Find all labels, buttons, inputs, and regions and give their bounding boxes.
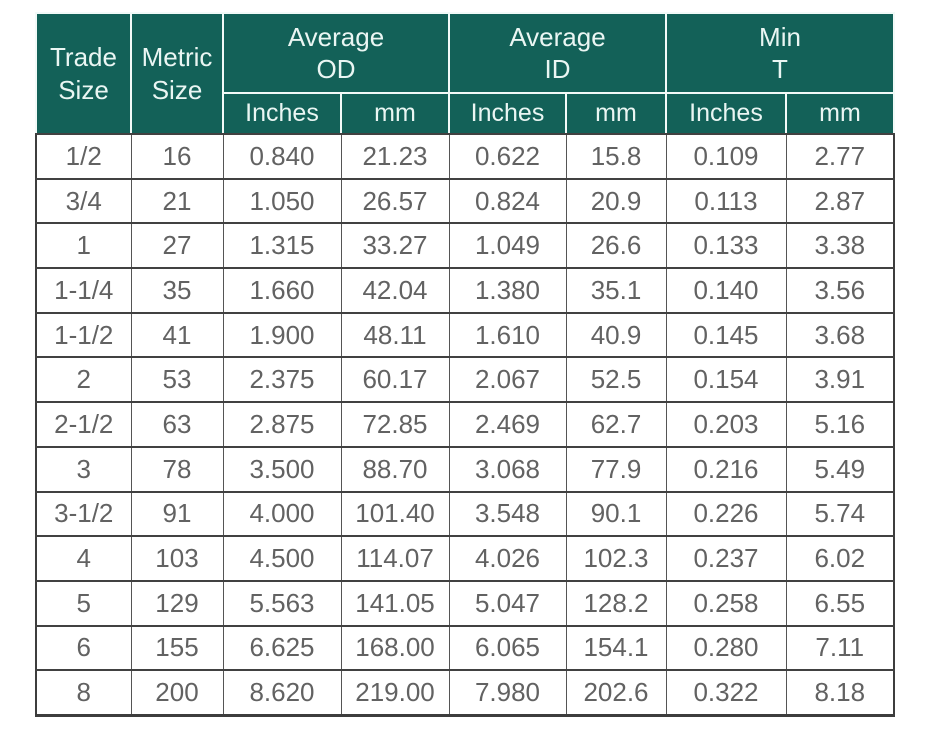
cell-id-inches: 3.548 <box>449 492 566 537</box>
cell-od-mm: 60.17 <box>341 357 449 402</box>
header-label-line: Size <box>58 74 109 105</box>
cell-id-mm: 40.9 <box>566 313 666 358</box>
cell-metric-size: 27 <box>131 223 223 268</box>
table-row <box>36 179 894 224</box>
cell-id-inches: 0.824 <box>449 179 566 224</box>
header-label-line: Size <box>151 74 203 105</box>
cell-trade-size: 4 <box>36 536 131 581</box>
cell-od-mm: 26.57 <box>341 179 449 224</box>
cell-min-t-mm: 3.91 <box>786 357 894 402</box>
cell-min-t-mm: 7.11 <box>786 626 894 671</box>
col-group-average-od <box>223 13 449 93</box>
dimensions-table <box>35 12 895 717</box>
col-header-t-mm: mm <box>786 93 894 134</box>
cell-min-t-mm: 2.77 <box>786 134 894 179</box>
header-label-line: ID <box>544 54 571 84</box>
cell-od-inches: 2.875 <box>223 402 341 447</box>
cell-id-inches: 5.047 <box>449 581 566 626</box>
table-row <box>36 402 894 447</box>
cell-min-t-mm: 6.55 <box>786 581 894 626</box>
cell-min-t-mm: 2.87 <box>786 179 894 224</box>
col-header-t-inches: Inches <box>666 93 786 134</box>
cell-metric-size: 63 <box>131 402 223 447</box>
cell-id-inches: 7.980 <box>449 670 566 715</box>
cell-od-inches: 3.500 <box>223 447 341 492</box>
table-body <box>36 134 894 715</box>
cell-id-mm: 15.8 <box>566 134 666 179</box>
cell-min-t-inches: 0.237 <box>666 536 786 581</box>
cell-trade-size: 3 <box>36 447 131 492</box>
table-row <box>36 223 894 268</box>
header-label-line: Average <box>287 21 385 52</box>
cell-od-mm: 101.40 <box>341 492 449 537</box>
col-header-metric-size <box>131 13 223 134</box>
cell-id-inches: 6.065 <box>449 626 566 671</box>
cell-min-t-inches: 0.203 <box>666 402 786 447</box>
header-label-line: T <box>772 54 788 84</box>
header-label-line: Metric <box>141 42 213 72</box>
col-header-od-mm: mm <box>341 93 449 134</box>
cell-min-t-mm: 3.56 <box>786 268 894 313</box>
cell-trade-size: 1-1/2 <box>36 313 131 358</box>
table-row <box>36 626 894 671</box>
cell-od-mm: 72.85 <box>341 402 449 447</box>
cell-od-inches: 4.000 <box>223 492 341 537</box>
cell-od-mm: 21.23 <box>341 134 449 179</box>
cell-od-mm: 33.27 <box>341 223 449 268</box>
cell-metric-size: 103 <box>131 536 223 581</box>
cell-metric-size: 16 <box>131 134 223 179</box>
cell-od-inches: 2.375 <box>223 357 341 402</box>
cell-min-t-inches: 0.154 <box>666 357 786 402</box>
table-row <box>36 581 894 626</box>
cell-min-t-inches: 0.113 <box>666 179 786 224</box>
cell-min-t-inches: 0.258 <box>666 581 786 626</box>
cell-trade-size: 1/2 <box>36 134 131 179</box>
cell-metric-size: 200 <box>131 670 223 715</box>
cell-od-mm: 219.00 <box>341 670 449 715</box>
cell-min-t-inches: 0.322 <box>666 670 786 715</box>
cell-id-mm: 20.9 <box>566 179 666 224</box>
col-header-trade-size <box>36 13 131 134</box>
cell-min-t-inches: 0.133 <box>666 223 786 268</box>
cell-min-t-mm: 5.16 <box>786 402 894 447</box>
cell-id-mm: 90.1 <box>566 492 666 537</box>
col-group-average-id <box>449 13 666 93</box>
cell-metric-size: 35 <box>131 268 223 313</box>
cell-min-t-inches: 0.109 <box>666 134 786 179</box>
cell-od-mm: 141.05 <box>341 581 449 626</box>
cell-metric-size: 41 <box>131 313 223 358</box>
table-header <box>36 13 894 134</box>
table-row <box>36 492 894 537</box>
header-label-line: Trade <box>50 42 117 72</box>
cell-od-inches: 4.500 <box>223 536 341 581</box>
cell-id-mm: 62.7 <box>566 402 666 447</box>
cell-od-inches: 1.900 <box>223 313 341 358</box>
cell-id-mm: 35.1 <box>566 268 666 313</box>
cell-od-mm: 88.70 <box>341 447 449 492</box>
cell-od-mm: 114.07 <box>341 536 449 581</box>
cell-od-inches: 8.620 <box>223 670 341 715</box>
cell-od-mm: 42.04 <box>341 268 449 313</box>
table-row <box>36 357 894 402</box>
header-group-row <box>36 13 894 93</box>
cell-min-t-mm: 6.02 <box>786 536 894 581</box>
table-row <box>36 268 894 313</box>
cell-id-inches: 3.068 <box>449 447 566 492</box>
header-label-line: OD <box>316 54 356 84</box>
cell-od-mm: 168.00 <box>341 626 449 671</box>
cell-id-mm: 26.6 <box>566 223 666 268</box>
cell-id-inches: 4.026 <box>449 536 566 581</box>
cell-min-t-inches: 0.216 <box>666 447 786 492</box>
cell-min-t-inches: 0.280 <box>666 626 786 671</box>
header-label-line: Average <box>509 21 606 52</box>
cell-id-mm: 128.2 <box>566 581 666 626</box>
col-header-id-mm: mm <box>566 93 666 134</box>
cell-metric-size: 78 <box>131 447 223 492</box>
cell-id-inches: 1.049 <box>449 223 566 268</box>
cell-trade-size: 3/4 <box>36 179 131 224</box>
cell-od-inches: 6.625 <box>223 626 341 671</box>
cell-min-t-mm: 3.68 <box>786 313 894 358</box>
table-row <box>36 313 894 358</box>
cell-trade-size: 5 <box>36 581 131 626</box>
cell-trade-size: 1 <box>36 223 131 268</box>
cell-id-mm: 52.5 <box>566 357 666 402</box>
cell-id-mm: 154.1 <box>566 626 666 671</box>
cell-trade-size: 2 <box>36 357 131 402</box>
cell-id-mm: 77.9 <box>566 447 666 492</box>
cell-id-inches: 0.622 <box>449 134 566 179</box>
cell-od-inches: 1.315 <box>223 223 341 268</box>
col-group-min-t <box>666 13 894 93</box>
cell-trade-size: 8 <box>36 670 131 715</box>
cell-id-inches: 1.610 <box>449 313 566 358</box>
cell-min-t-inches: 0.226 <box>666 492 786 537</box>
col-header-od-inches: Inches <box>223 93 341 134</box>
cell-id-mm: 102.3 <box>566 536 666 581</box>
cell-trade-size: 2-1/2 <box>36 402 131 447</box>
cell-min-t-mm: 3.38 <box>786 223 894 268</box>
cell-od-inches: 5.563 <box>223 581 341 626</box>
cell-metric-size: 53 <box>131 357 223 402</box>
cell-trade-size: 6 <box>36 626 131 671</box>
cell-metric-size: 21 <box>131 179 223 224</box>
cell-id-mm: 202.6 <box>566 670 666 715</box>
col-header-id-inches: Inches <box>449 93 566 134</box>
cell-trade-size: 3-1/2 <box>36 492 131 537</box>
cell-id-inches: 2.469 <box>449 402 566 447</box>
cell-trade-size: 1-1/4 <box>36 268 131 313</box>
cell-od-mm: 48.11 <box>341 313 449 358</box>
table-row <box>36 670 894 715</box>
cell-min-t-mm: 8.18 <box>786 670 894 715</box>
cell-od-inches: 0.840 <box>223 134 341 179</box>
cell-min-t-mm: 5.49 <box>786 447 894 492</box>
header-label-line: Min <box>759 21 801 52</box>
cell-metric-size: 155 <box>131 626 223 671</box>
cell-min-t-mm: 5.74 <box>786 492 894 537</box>
cell-od-inches: 1.660 <box>223 268 341 313</box>
cell-metric-size: 129 <box>131 581 223 626</box>
table-row <box>36 447 894 492</box>
cell-id-inches: 2.067 <box>449 357 566 402</box>
cell-od-inches: 1.050 <box>223 179 341 224</box>
table-row <box>36 536 894 581</box>
cell-min-t-inches: 0.145 <box>666 313 786 358</box>
table-row <box>36 134 894 179</box>
cell-min-t-inches: 0.140 <box>666 268 786 313</box>
cell-id-inches: 1.380 <box>449 268 566 313</box>
cell-metric-size: 91 <box>131 492 223 537</box>
